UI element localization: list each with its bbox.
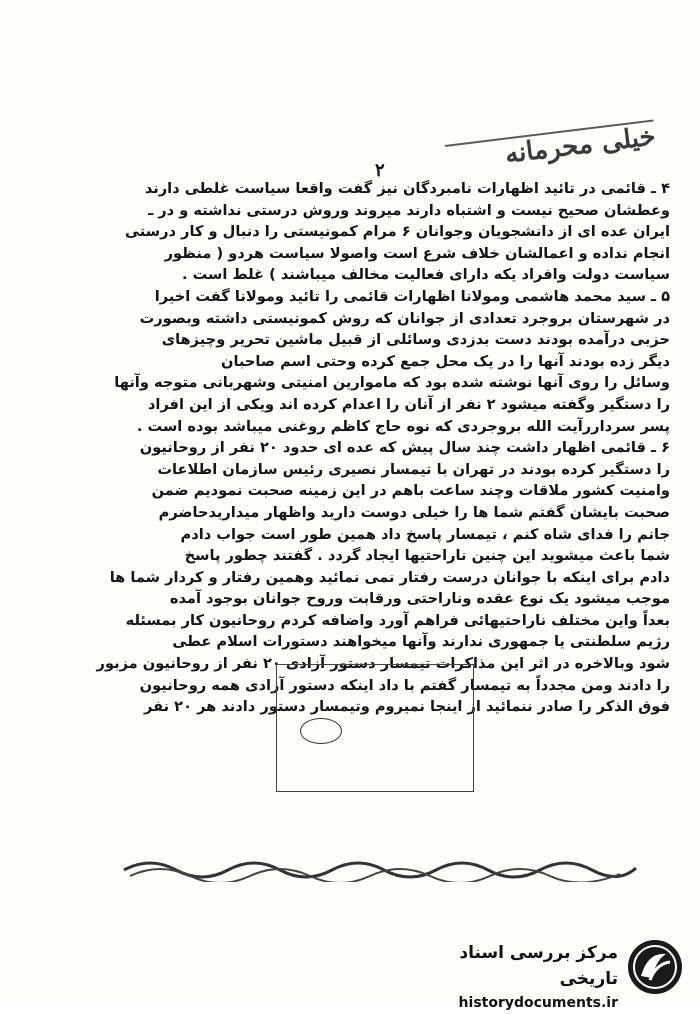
body-line: وسائل را روی آنها نوشته شده بود که ماموارین امنیتی وشهربانی متوجه وآنها [114,374,670,392]
body-line: را دستگیر کرده بودند در تهران با تیمسار نصیری رئیس سازمان اطلاعات [157,460,670,478]
body-line: حزبی درآمده بودند دست بدزدی وسائلی از قبیل ماشین تحریر وچیزهای [161,331,670,349]
archive-watermark [428,936,690,1011]
body-line: ۶ ـ قائمی اظهار داشت چند سال پیش که عده ای حدود ۲۰ نفر از روحانیون [139,439,670,457]
body-line: در شهرستان بروجرد تعدادی از جوانان که روش کمونیستی داشته وبصورت [139,309,670,327]
archive-name: مرکز بررسی اسناد تاریخی [459,943,618,989]
body-line: جانم را فدای شاه کنم ، تیمسار پاسخ داد همین طور است جواب دادم [180,525,670,543]
body-line: صحبت بایشان گفتم شما ها را خیلی دوست دارید واظهار میداریدحاضرم [158,503,670,521]
body-line: وعطشان صحیح نیست و اشتباه دارند میروند وروش درستی نداشته و در ـ [148,201,670,219]
body-line: پسر سرداررآیت الله بروجردی که نوه حاج کاظم روغنی میباشد بوده است . [136,417,670,435]
body-line: را دستگیر وگفته میشود ۲ نفر از آنان را اعدام کرده اند ویکی از این افراد [147,395,670,413]
body-line: شما باعث میشوید این چنین ناراحتیها ایجاد گردد . گفتند چطور پاسخ [184,547,670,565]
body-line: رژیم سلطنتی یا جمهوری ندارند وآنها میخواهند دستورات اسلام عطی [172,633,670,651]
body-line: شود وبالاخره در اثر این مذاکرات تیمسار دستور آزادی ۲۰ نفر از روحانیون مزبور [96,655,670,673]
body-line: ۴ ـ قائمی در تائید اظهارات نامبردگان نیز گفت واقعا سیاست غلطی دارند [144,180,670,197]
circled-word-mark [300,718,342,744]
body-line: دیگر زده بودند آنها را در یک محل جمع کرده وحتی اسم صاحبان [221,352,670,370]
classification-stamp: خیلی محرمانه [445,119,661,208]
archive-logo-icon [626,938,684,996]
crossed-out-scribble [120,852,640,882]
body-line: را دادند ومن مجدداً به تیمسار گفتم با داد اینکه دستور آزادی همه روحانیون [139,676,670,694]
body-line: انجام نداده و اعمالشان خلاف شرع است واصولا سیاست هردو ( منظور [164,244,670,262]
body-line: فوق الذکر را صادر ننمائید از اینجا نمیروم وتیمسار دستور دادند هر ۲۰ نفر [144,698,670,716]
body-line: موجب میشود یک نوع عقده وناراحتی ورقابت وروح جوانان بوجود آمده [169,590,670,608]
body-line: ۵ ـ سید محمد هاشمی ومولانا اظهارات قائمی را تائید ومولانا گفت اخیرا [154,287,670,305]
body-line: بعداً واین مختلف ناراحتیهائی فراهم آورد واضافه کردم روحانیون کار بمسئله [125,611,670,629]
body-line: ایران عده ای از دانشجویان وجوانان ۶ مرام کمونیستی را دنبال و کار درستی [125,223,670,241]
page-number: ۲ [375,160,385,181]
document-body [45,178,670,718]
body-line: سیاست دولت وافراد یکه دارای فعالیت مخالف میباشند ) غلط است . [181,266,670,284]
body-line: وامنیت کشور ملاقات وچند ساعت باهم در این زمینه صحبت نمودیم ضمن [151,482,670,500]
body-line: دادم برای اینکه با جوانان درست رفتار نمی نمائید وهمین رفتار و کردار شما ها [109,568,670,586]
archive-url: historydocuments.ir [458,995,618,1011]
